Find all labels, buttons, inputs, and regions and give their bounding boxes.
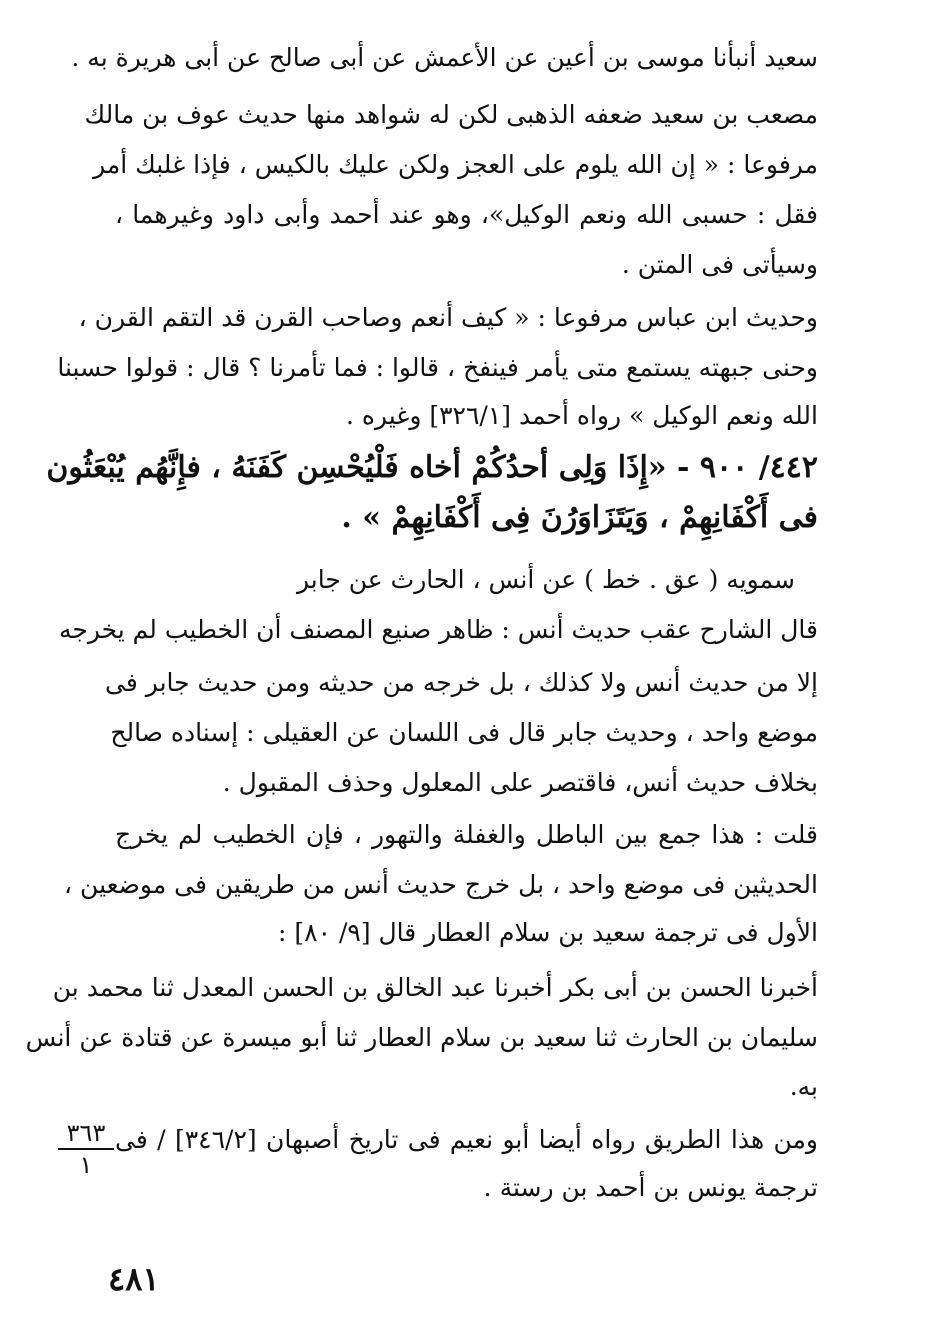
margin-reference-top: ٣٦٣ — [58, 1118, 114, 1150]
text-line: به. — [789, 1072, 818, 1101]
text-line: وحديث ابن عباس مرفوعا : « كيف أنعم وصاحب القرن قد التقم القرن ، — [78, 303, 818, 332]
hadith-text-line: فى أَكْفَانِهِمْ ، وَيَتَزَاوَرُنَ فِى أَكْفَانِهِمْ » . — [341, 500, 818, 535]
margin-reference-bottom: ١ — [79, 1151, 93, 1179]
text-line: قال الشارح عقب حديث أنس : ظاهر صنيع المصنف أن الخطيب لم يخرجه — [58, 615, 818, 644]
text-line: فقل : حسبى الله ونعم الوكيل»، وهو عند أحمد وأبى داود وغيرهما ، — [115, 200, 818, 229]
text-line: مصعب بن سعيد ضعفه الذهبى لكن له شواهد منها حديث عوف بن مالك — [84, 100, 818, 129]
text-line: سليمان بن الحارث ثنا سعيد بن سلام العطار ثنا أبو ميسرة عن قتادة عن أنس — [25, 1023, 818, 1052]
hadith-text-line: ٤٤٢/ ٩٠٠ - «إِذَا وَلِى أحدُكُمْ أخاه فَلْيُحْسِن كَفَنَهُ ، فإِنَّهُم يُبْعَثُون — [46, 450, 818, 485]
text-line: مرفوعا : « إن الله يلوم على العجز ولكن عليك بالكيس ، فإذا غلبك أمر — [93, 150, 818, 179]
text-line: ومن هذا الطريق رواه أيضا أبو نعيم فى تاريخ أصبهان [٣٤٦/٢] / فى — [115, 1125, 818, 1154]
text-line: سعيد أنبأنا موسى بن أعين عن الأعمش عن أبى صالح عن أبى هريرة به . — [71, 43, 818, 72]
text-line: قلت : هذا جمع بين الباطل والغفلة والتهور ، فإن الخطيب لم يخرج — [115, 820, 818, 849]
text-line: وحنى جبهته يستمع متى يأمر فينفخ ، قالوا : فما تأمرنا ؟ قال : قولوا حسبنا — [57, 353, 818, 382]
text-line: وسيأتى فى المتن . — [621, 250, 818, 279]
text-line: بخلاف حديث أنس، فاقتصر على المعلول وحذف المقبول . — [222, 768, 818, 797]
text-line: موضع واحد ، وحديث جابر قال فى اللسان عن العقيلى : إسناده صالح — [110, 718, 818, 747]
text-line: أخبرنا الحسن بن أبى بكر أخبرنا عبد الخالق بن الحسن المعدل ثنا محمد بن — [52, 973, 818, 1002]
text-line: إلا من حديث أنس ولا كذلك ، بل خرجه من حديثه ومن حديث جابر فى — [105, 668, 818, 697]
page-number: ٤٨١ — [108, 1260, 160, 1298]
margin-reference — [58, 1118, 114, 1180]
source-attribution: سمويه ( عق . خط ) عن أنس ، الحارث عن جابر — [297, 565, 795, 594]
text-line: الله ونعم الوكيل » رواه أحمد [٣٢٦/١] وغيره . — [345, 401, 818, 430]
text-line: الحديثين فى موضع واحد ، بل خرج حديث أنس من طريقين فى موضعين ، — [64, 870, 818, 899]
text-line: ترجمة يونس بن أحمد بن رستة . — [483, 1173, 818, 1202]
text-line: الأول فى ترجمة سعيد بن سلام العطار قال [٩/ ٨٠] : — [278, 918, 818, 947]
